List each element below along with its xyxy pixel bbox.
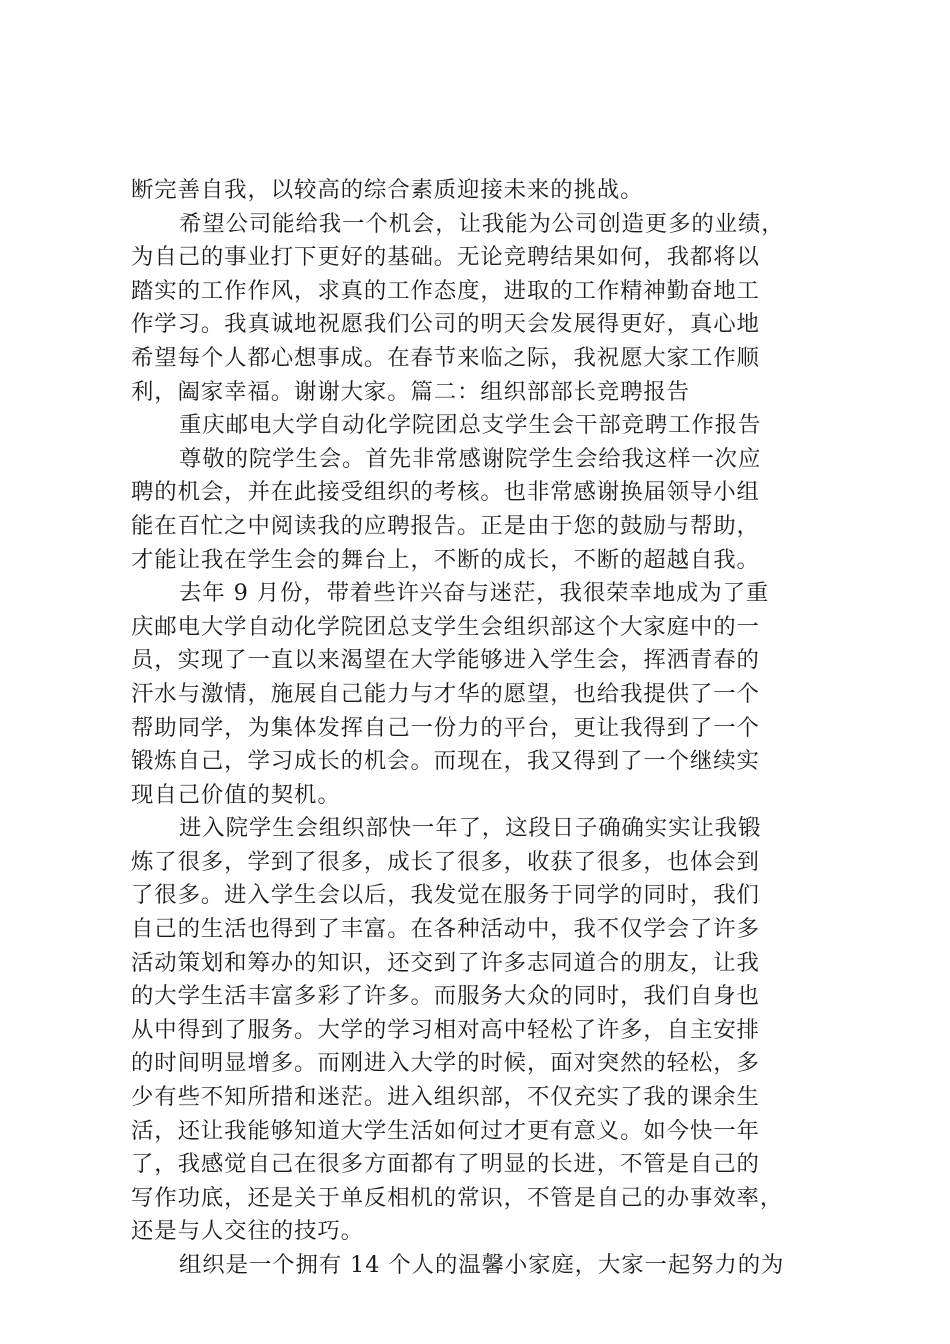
text-line: 锻炼自己，学习成长的机会。而现在，我又得到了一个继续实 (131, 748, 760, 775)
text-line: 利，阖家幸福。谢谢大家。篇二：组织部部长竞聘报告 (131, 378, 690, 405)
text-line: 现自己价值的契机。 (131, 781, 341, 808)
text-line: 还是与人交往的技巧。 (131, 1218, 364, 1245)
text-line: 为自己的事业打下更好的基础。无论竞聘结果如何，我都将以 (131, 244, 760, 271)
text-line: 才能让我在学生会的舞台上，不断的成长，不断的超越自我。 (131, 546, 760, 573)
text-line: 活，还让我能够知道大学生活如何过才更有意义。如今快一年 (131, 1117, 760, 1144)
text-line: 自己的生活也得到了丰富。在各种活动中，我不仅学会了许多 (131, 916, 760, 943)
text-line: 重庆邮电大学自动化学院团总支学生会干部竞聘工作报告 (179, 412, 762, 439)
text-line: 汗水与激情，施展自己能力与才华的愿望，也给我提供了一个 (131, 680, 760, 707)
text-line: 希望公司能给我一个机会，让我能为公司创造更多的业绩， (179, 210, 785, 237)
text-line: 庆邮电大学自动化学院团总支学生会组织部这个大家庭中的一 (131, 613, 760, 640)
text-line: 活动策划和筹办的知识，还交到了许多志同道合的朋友，让我 (131, 949, 760, 976)
text-line: 去年 9 月份，带着些许兴奋与迷茫，我很荣幸地成为了重 (179, 580, 770, 607)
text-line: 写作功底，还是关于单反相机的常识，不管是自己的办事效率， (131, 1184, 784, 1211)
text-line: 炼了很多，学到了很多，成长了很多，收获了很多，也体会到 (131, 848, 760, 875)
text-line: 断完善自我，以较高的综合素质迎接未来的挑战。 (131, 177, 644, 203)
text-line: 从中得到了服务。大学的学习相对高中轻松了许多，自主安排 (131, 1016, 760, 1043)
document-body (131, 174, 831, 1283)
text-line: 的大学生活丰富多彩了许多。而服务大众的同时，我们自身也 (131, 983, 760, 1010)
text-line: 聘的机会，并在此接受组织的考核。也非常感谢换届领导小组 (131, 479, 760, 506)
text-line: 组织是一个拥有 14 个人的温馨小家庭，大家一起努力的为 (179, 1252, 785, 1278)
text-line: 了很多。进入学生会以后，我发觉在服务于同学的同时，我们 (131, 882, 760, 909)
text-line: 作学习。我真诚地祝愿我们公司的明天会发展得更好，真心地 (131, 311, 760, 338)
text-line: 能在百忙之中阅读我的应聘报告。正是由于您的鼓励与帮助， (131, 512, 760, 539)
text-line: 少有些不知所措和迷茫。进入组织部，不仅充实了我的课余生 (131, 1084, 760, 1111)
text-line: 踏实的工作作风，求真的工作态度，进取的工作精神勤奋地工 (131, 277, 760, 304)
text-line: 员，实现了一直以来渴望在大学能够进入学生会，挥洒青春的 (131, 647, 760, 674)
text-line: 希望每个人都心想事成。在春节来临之际，我祝愿大家工作顺 (131, 344, 760, 371)
text-line: 的时间明显增多。而刚进入大学的时候，面对突然的轻松，多 (131, 1050, 760, 1077)
text-line: 帮助同学，为集体发挥自己一份力的平台，更让我得到了一个 (131, 714, 760, 741)
text-line: 进入院学生会组织部快一年了，这段日子确确实实让我锻 (179, 815, 762, 842)
text-line: 了，我感觉自己在很多方面都有了明显的长进，不管是自己的 (131, 1151, 760, 1178)
text-line: 尊敬的院学生会。首先非常感谢院学生会给我这样一次应 (179, 445, 762, 472)
